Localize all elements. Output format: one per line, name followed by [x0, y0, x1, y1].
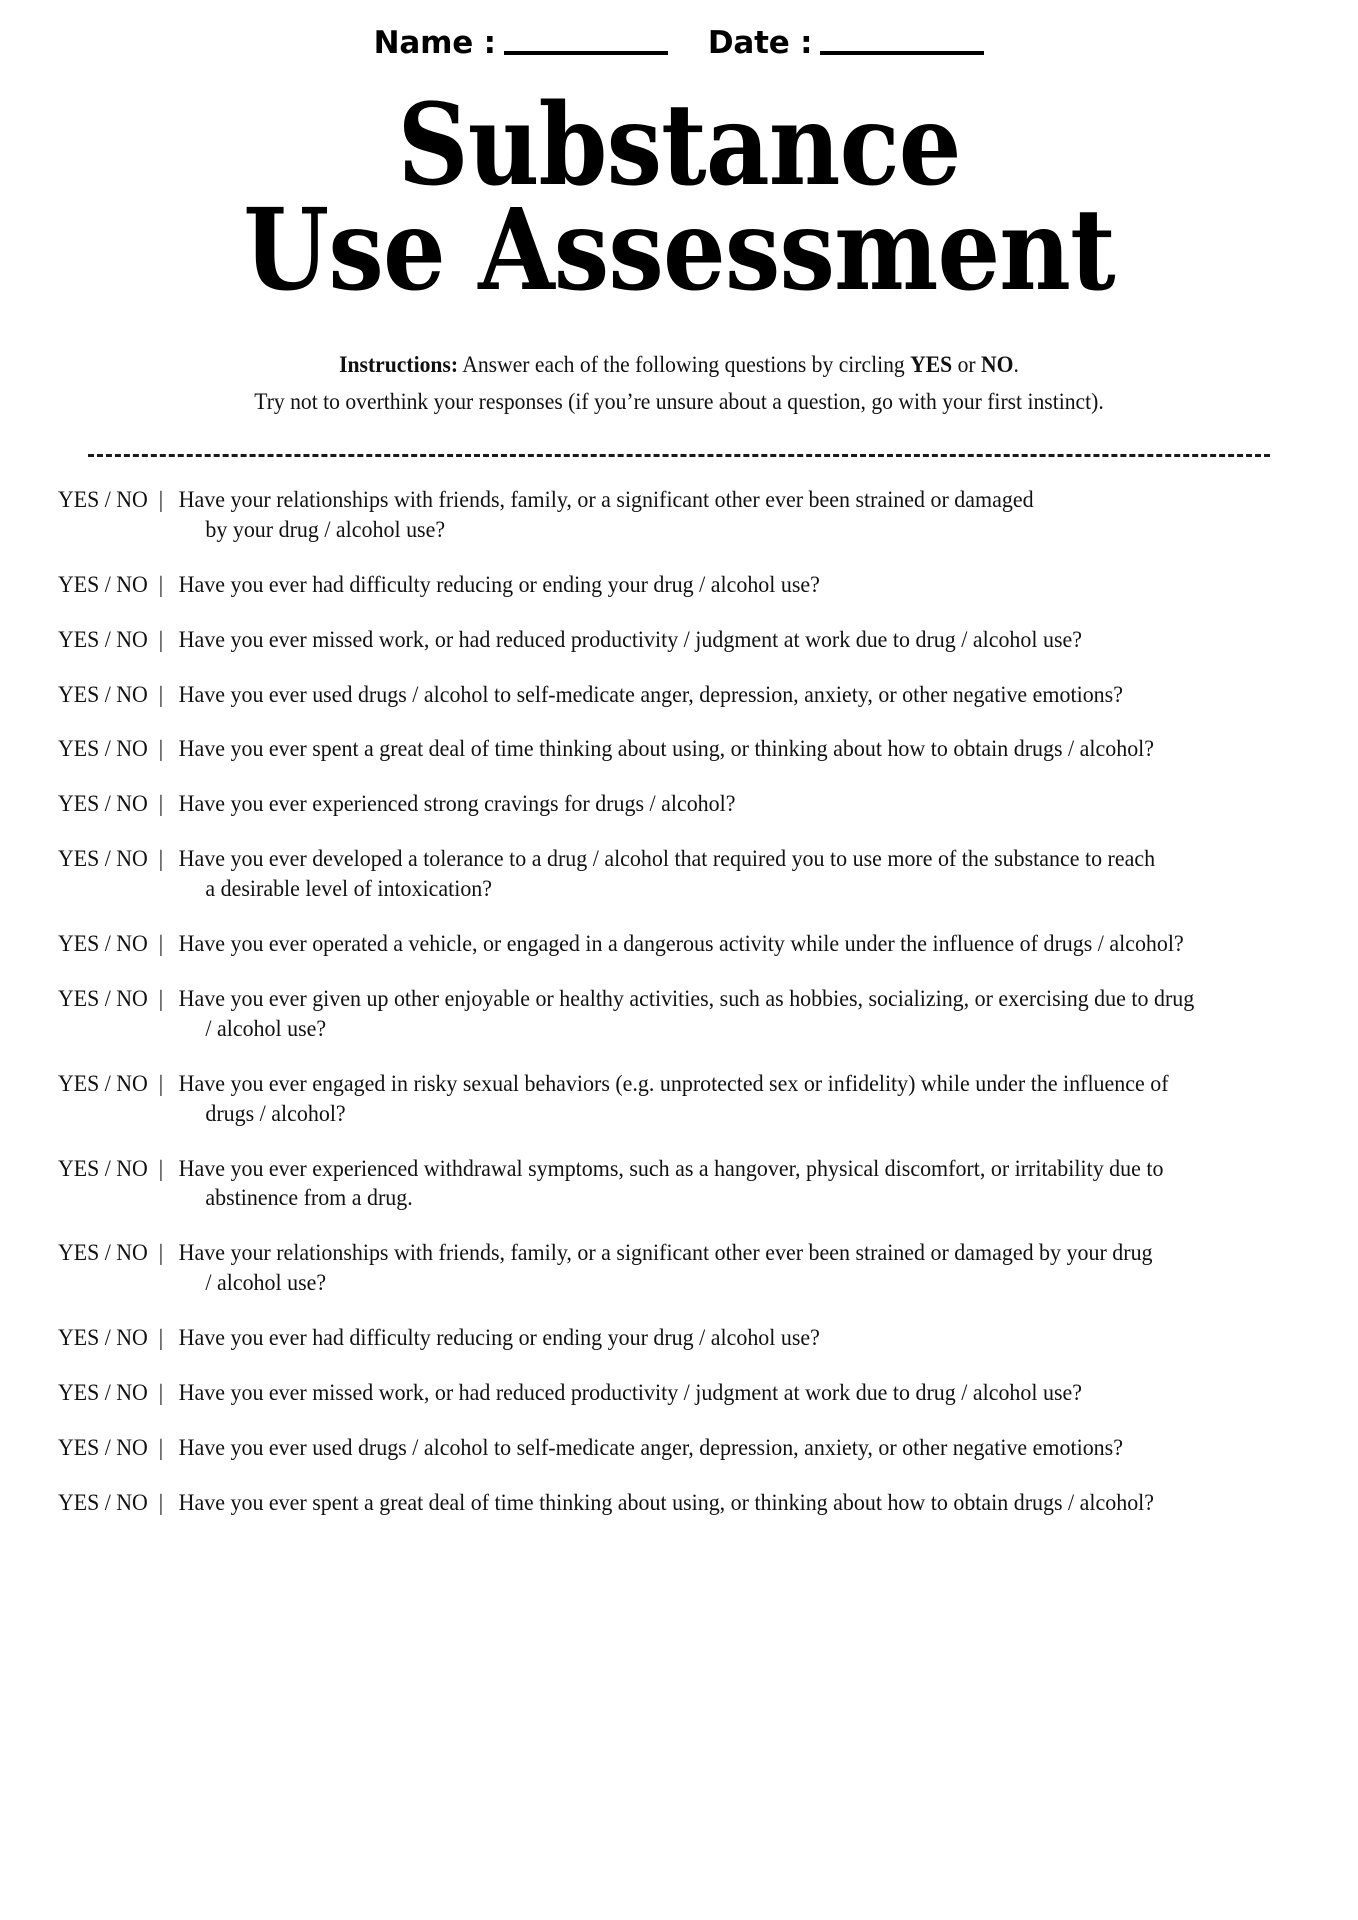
date-input-line[interactable] — [820, 51, 984, 55]
question-row — [58, 570, 1300, 600]
question-text-line-1: Have you ever engaged in risky sexual behaviors (e.g. unprotected sex or infidelity) while under the influence of — [178, 1070, 1169, 1096]
date-field-group — [707, 25, 985, 61]
question-row — [58, 734, 1300, 764]
question-row — [58, 1238, 1300, 1298]
question-row — [58, 929, 1300, 959]
question-row — [58, 1378, 1300, 1408]
question-text-line-1: Have you ever experienced strong cravings for drugs / alcohol? — [178, 791, 736, 817]
question-text-line-1: Have your relationships with friends, family, or a significant other ever been strained or damaged by your drug — [178, 1240, 1153, 1266]
name-input-line[interactable] — [504, 51, 668, 55]
question-row — [58, 1323, 1300, 1353]
question-text-line-1: Have you ever had difficulty reducing or ending your drug / alcohol use? — [178, 1325, 820, 1351]
question-row — [58, 1069, 1300, 1129]
question-text-line-2: drugs / alcohol? — [205, 1100, 346, 1126]
question-text-line-2: by your drug / alcohol use? — [205, 516, 445, 542]
question-text — [171, 844, 1250, 904]
yes-no-choice[interactable]: YES / NO | — [58, 1434, 164, 1460]
page-title-line-2: Use Assessment — [243, 185, 1115, 317]
question-text — [171, 1378, 1250, 1408]
name-label: Name : — [373, 25, 496, 61]
question-text-line-1: Have you ever given up other enjoyable or healthy activities, such as hobbies, socializing, or exercising due to drug — [178, 985, 1194, 1011]
instructions-line-1 — [41, 346, 1318, 383]
yes-no-choice[interactable]: YES / NO | — [58, 985, 164, 1011]
yes-no-choice[interactable]: YES / NO | — [58, 1379, 164, 1405]
question-text — [171, 789, 1250, 819]
question-row — [58, 1488, 1300, 1518]
instructions-block — [0, 346, 1358, 421]
yes-no-choice[interactable]: YES / NO | — [58, 571, 164, 597]
question-text-line-1: Have you ever spent a great deal of time thinking about using, or thinking about how to obtain drugs / alcohol? — [178, 1489, 1154, 1515]
question-row — [58, 1154, 1300, 1214]
instructions-yes: YES — [910, 351, 953, 377]
question-text — [171, 734, 1250, 764]
instructions-no: NO — [981, 351, 1014, 377]
question-text-line-1: Have you ever used drugs / alcohol to self-medicate anger, depression, anxiety, or other negative emotions? — [178, 681, 1123, 707]
question-text-line-2: a desirable level of intoxication? — [205, 876, 492, 902]
question-text-line-1: Have you ever used drugs / alcohol to self-medicate anger, depression, anxiety, or other negative emotions? — [178, 1434, 1123, 1460]
dashed-divider — [88, 454, 1270, 457]
question-text — [171, 625, 1250, 655]
question-text-line-1: Have you ever had difficulty reducing or ending your drug / alcohol use? — [178, 571, 820, 597]
instructions-period: . — [1013, 351, 1019, 377]
question-text — [171, 1238, 1250, 1298]
instructions-label: Instructions: — [339, 351, 459, 377]
question-text — [171, 1069, 1250, 1129]
question-text — [171, 680, 1250, 710]
question-text — [171, 984, 1250, 1044]
question-text-line-2: / alcohol use? — [205, 1015, 326, 1041]
name-date-row — [0, 0, 1358, 59]
question-text — [171, 570, 1250, 600]
question-row — [58, 984, 1300, 1044]
questions-list — [0, 485, 1358, 1518]
question-text — [171, 1323, 1250, 1353]
question-text-line-1: Have you ever operated a vehicle, or engaged in a dangerous activity while under the influence of drugs / alcohol? — [178, 931, 1184, 957]
question-row — [58, 625, 1300, 655]
question-text-line-1: Have your relationships with friends, family, or a significant other ever been strained or damaged — [178, 487, 1034, 513]
question-text — [171, 929, 1250, 959]
question-text-line-1: Have you ever developed a tolerance to a drug / alcohol that required you to use more of the substance to reach — [178, 846, 1155, 872]
yes-no-choice[interactable]: YES / NO | — [58, 736, 164, 762]
yes-no-choice[interactable]: YES / NO | — [58, 1489, 164, 1515]
question-text-line-1: Have you ever missed work, or had reduced productivity / judgment at work due to drug / alcohol use? — [178, 1379, 1082, 1405]
yes-no-choice[interactable]: YES / NO | — [58, 1240, 164, 1266]
yes-no-choice[interactable]: YES / NO | — [58, 487, 164, 513]
question-row — [58, 789, 1300, 819]
instructions-line-2: Try not to overthink your responses (if you’re unsure about a question, go with your first instinct). — [254, 388, 1104, 414]
yes-no-choice[interactable]: YES / NO | — [58, 626, 164, 652]
question-row — [58, 485, 1300, 545]
instructions-or: or — [952, 351, 982, 377]
yes-no-choice[interactable]: YES / NO | — [58, 791, 164, 817]
yes-no-choice[interactable]: YES / NO | — [58, 1325, 164, 1351]
question-text-line-1: Have you ever missed work, or had reduced productivity / judgment at work due to drug / alcohol use? — [178, 626, 1082, 652]
question-text-line-2: abstinence from a drug. — [205, 1185, 413, 1211]
question-text — [171, 1154, 1250, 1214]
question-text-line-1: Have you ever spent a great deal of time thinking about using, or thinking about how to obtain drugs / alcohol? — [178, 736, 1154, 762]
page-title — [0, 80, 1358, 317]
question-row — [58, 1433, 1300, 1463]
yes-no-choice[interactable]: YES / NO | — [58, 846, 164, 872]
instructions-line-1-rest: Answer each of the following questions by circling — [458, 351, 911, 377]
question-row — [58, 844, 1300, 904]
yes-no-choice[interactable]: YES / NO | — [58, 1070, 164, 1096]
yes-no-choice[interactable]: YES / NO | — [58, 681, 164, 707]
question-text — [171, 485, 1250, 545]
question-row — [58, 680, 1300, 710]
question-text — [171, 1433, 1250, 1463]
question-text-line-1: Have you ever experienced withdrawal symptoms, such as a hangover, physical discomfort, or irritability due to — [178, 1155, 1164, 1181]
question-text — [171, 1488, 1250, 1518]
question-text-line-2: / alcohol use? — [205, 1270, 326, 1296]
yes-no-choice[interactable]: YES / NO | — [58, 1155, 164, 1181]
divider-wrap — [0, 454, 1358, 457]
yes-no-choice[interactable]: YES / NO | — [58, 931, 164, 957]
name-field-group — [373, 25, 668, 61]
date-label: Date : — [707, 25, 813, 61]
page-title-line-1: Substance — [397, 80, 961, 211]
